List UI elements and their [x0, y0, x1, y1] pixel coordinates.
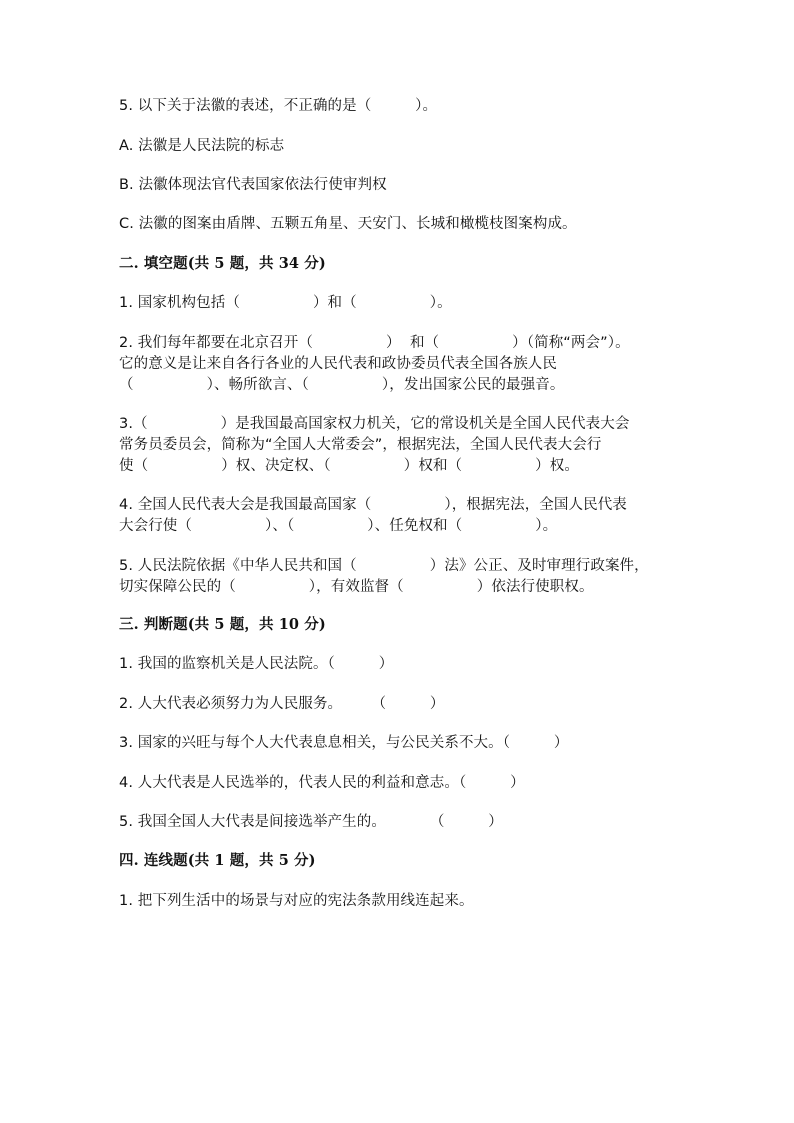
- true-false-item-1: 1. 我国的监察机关是人民法院。（ ）: [119, 656, 394, 672]
- fill-blank-q4-line1: 4. 全国人民代表大会是我国最高国家（ ），根据宪法，全国人民代表: [119, 497, 627, 513]
- fill-blank-q3-line1: 3.（ ）是我国最高国家权力机关，它的常设机关是全国人民代表大会: [119, 416, 630, 432]
- fill-blank-q1-line1: 1. 国家机构包括（ ）和（ ）。: [119, 295, 452, 311]
- true-false-heading: 三. 判断题(共 5 题，共 10 分): [119, 616, 326, 633]
- fill-blank-heading: 二. 填空题(共 5 题，共 34 分): [119, 255, 326, 272]
- true-false-item-4: 4. 人大代表是人民选举的，代表人民的利益和意志。（ ）: [119, 775, 525, 791]
- mc-question-5-option-a: A. 法徽是人民法院的标志: [119, 138, 285, 154]
- matching-item-1: 1. 把下列生活中的场景与对应的宪法条款用线连起来。: [119, 893, 474, 909]
- true-false-item-5: 5. 我国全国人大代表是间接选举产生的。 （ ）: [119, 814, 503, 830]
- mc-question-5-stem: 5. 以下关于法徽的表述，不正确的是（ ）。: [119, 98, 438, 114]
- matching-heading: 四. 连线题(共 1 题，共 5 分): [119, 852, 316, 869]
- fill-blank-q5-line2: 切实保障公民的（ ），有效监督（ ）依法行使职权。: [119, 579, 594, 595]
- mc-question-5-option-c: C. 法徽的图案由盾牌、五颗五角星、天安门、长城和橄榄枝图案构成。: [119, 216, 577, 232]
- fill-blank-q2-line3: （ ）、畅所欲言、（ ），发出国家公民的最强音。: [119, 377, 565, 393]
- fill-blank-q2-line1: 2. 我们每年都要在北京召开（ ） 和（ ）（简称“两会”）。: [119, 335, 630, 351]
- fill-blank-q3-line2: 常务员委员会，简称为“全国人大常委会”，根据宪法，全国人民代表大会行: [119, 437, 602, 453]
- fill-blank-q3-line3: 使（ ）权、决定权、（ ）权和（ ）权。: [119, 458, 579, 474]
- true-false-item-2: 2. 人大代表必须努力为人民服务。 （ ）: [119, 696, 445, 712]
- fill-blank-q5-line1: 5. 人民法院依据《中华人民共和国（ ）法》公正、及时审理行政案件，: [119, 558, 649, 574]
- fill-blank-q2-line2: 它的意义是让来自各行各业的人民代表和政协委员代表全国各族人民: [119, 356, 557, 372]
- true-false-item-3: 3. 国家的兴旺与每个人大代表息息相关，与公民关系不大。（ ）: [119, 735, 569, 751]
- mc-question-5-option-b: B. 法徽体现法官代表国家依法行使审判权: [119, 177, 387, 193]
- fill-blank-q4-line2: 大会行使（ ）、（ ）、任免权和（ ）。: [119, 518, 558, 534]
